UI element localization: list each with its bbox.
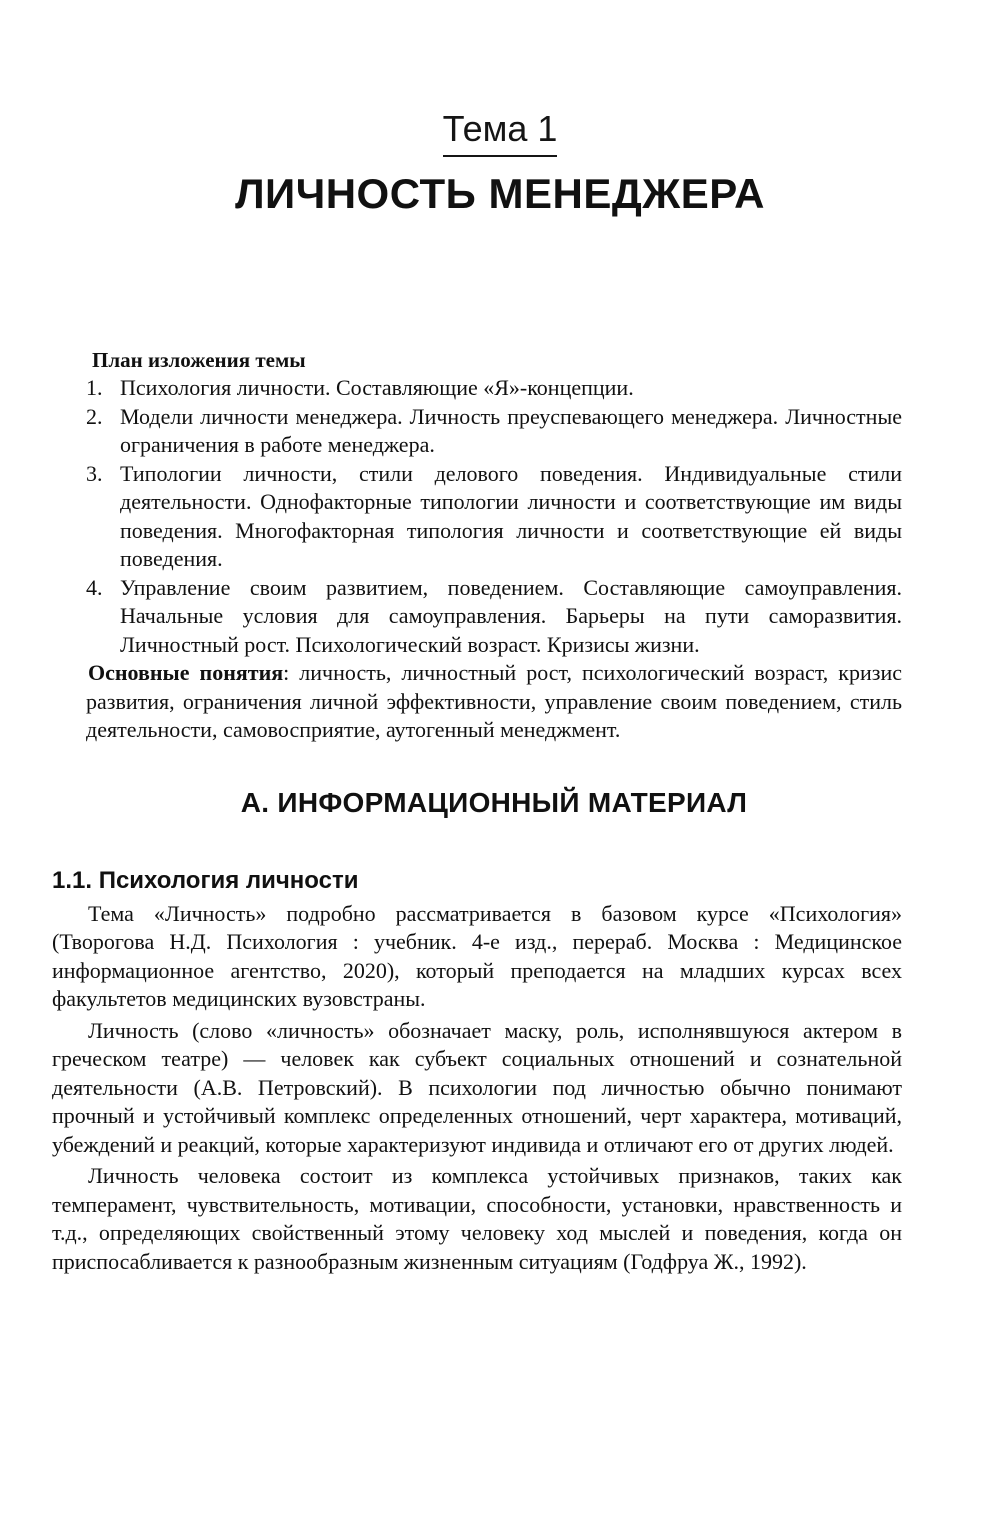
plan-item-number: 2. (86, 403, 103, 429)
paragraph: Личность человека состоит из комплекса устойчивых признаков, таких как темперамент, чувствительность, мотивации, способности, установки, нравственность и т.д., определяющих свойственный этому человеку ход мыслей и поведения, когда он приспосабливается к разнообразным жизненным ситуациям (Годфруа Ж., 1992). (52, 1163, 902, 1274)
section-a-title: А. ИНФОРМАЦИОННЫЙ МАТЕРИАЛ (240, 786, 748, 818)
plan-item (86, 403, 902, 460)
chapter-title: ЛИЧНОСТЬ МЕНЕДЖЕРА (235, 170, 765, 217)
paragraph: Тема «Личность» подробно рассматривается в базовом курсе «Психология» (Творогова Н.Д. Психология : учебник. 4-е изд., перераб. Москва : Медицинское информационное агентство, 2020), который преподается на младших курсах всех факультетов медицинских вузовстраны. (52, 900, 902, 1011)
plan-item-number: 1. (86, 375, 103, 400)
plan-item-text: Психология личности. Составляющие «Я»-концепции. (120, 375, 634, 400)
key-concepts-text: : личность, личностный рост, психологический возраст, кризис развития, ограничения личной эффективности, управление своим поведением, стиль деятельности, самовосприятие, аутогенный менеджмент. (86, 660, 902, 742)
content-area (52, 346, 902, 1276)
topic-label (0, 106, 1000, 157)
plan-list (86, 374, 902, 659)
plan-item (86, 460, 902, 574)
plan-item (86, 374, 902, 403)
plan-item-number: 3. (86, 460, 103, 486)
plan-item (86, 574, 902, 660)
plan-item-text: Модели личности менеджера. Личность преуспевающего менеджера. Личностные ограничения в работе менеджера. (120, 403, 902, 457)
subsection-title: 1.1. Психология личности (52, 866, 359, 894)
key-concepts-label: Основные понятия (88, 660, 284, 685)
key-concepts (86, 659, 902, 745)
plan-heading: План изложения темы (92, 348, 306, 372)
topic-label-text: Тема 1 (443, 106, 558, 157)
paragraph: Личность (слово «личность» обозначает маску, роль, исполнявшуюся актером в греческом театре) — человек как субъект социальных отношений и сознательной деятельности (А.В. Петровский). В психологии под личностью обычно понимают прочный и устойчивый комплекс определенных отношений, черт характера, мотиваций, убеждений и реакций, которые характеризуют индивида и отличают его от других людей. (52, 1017, 902, 1157)
body-text (52, 900, 902, 1277)
plan-item-text: Управление своим развитием, поведением. Составляющие самоуправления. Начальные условия для самоуправления. Барьеры на пути саморазвития. Личностный рост. Психологический возраст. Кризисы жизни. (120, 574, 902, 657)
plan-item-number: 4. (86, 574, 103, 600)
plan-item-text: Типологии личности, стили делового поведения. Индивидуальные стили деятельности. Однофакторные типологии личности и соответствующие им виды поведения. Многофакторная типология личности и соответствующие ей виды поведения. (120, 460, 902, 571)
